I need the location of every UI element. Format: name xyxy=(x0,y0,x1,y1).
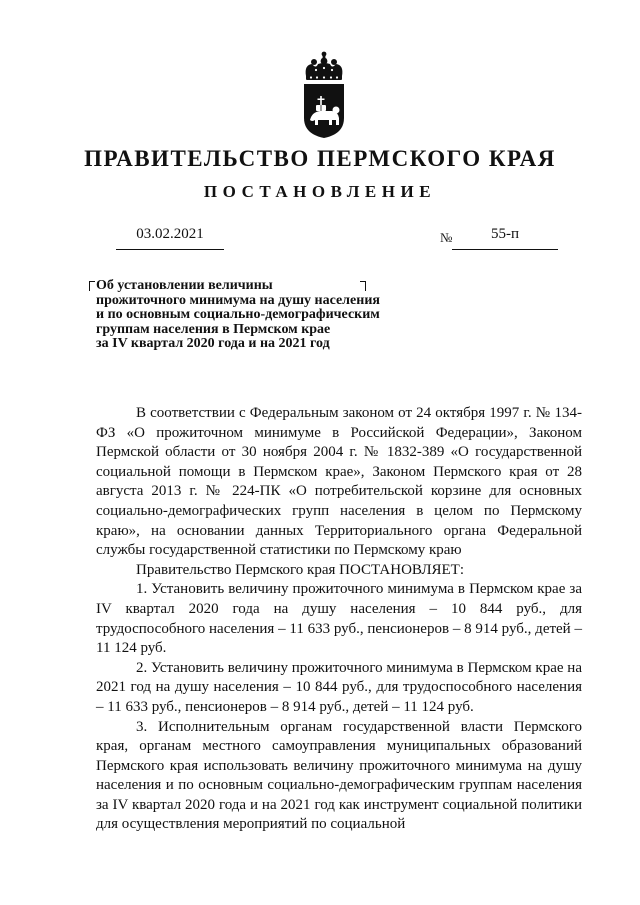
coat-of-arms-icon xyxy=(296,50,352,140)
number-label: № xyxy=(440,230,453,245)
date-underline xyxy=(116,249,224,250)
document-subject xyxy=(96,279,416,352)
document-number xyxy=(452,226,558,250)
subject-line: группам населения в Пермском крае xyxy=(96,321,331,337)
subject-line: за IV квартал 2020 года и на 2021 год xyxy=(96,336,330,351)
resolution-statement: Правительство Пермского края ПОСТАНОВЛЯЕТ: xyxy=(136,561,465,578)
clause-2: 2. Установить величину прожиточного минимума в Пермском крае на 2021 год на душу населения – 10 844 руб., для трудоспособного населения – 11 633 руб., пенсионеров – 8 914 руб., детей – 11 124 руб. xyxy=(96,659,582,715)
clause-1: 1. Установить величину прожиточного минимума в Пермском крае за IV квартал 2020 года на душу населения – 10 844 руб., для трудоспособного населения – 11 633 руб., пенсионеров – 8 914 руб., детей – 11 124 руб. xyxy=(96,581,582,657)
government-title: ПРАВИТЕЛЬСТВО ПЕРМСКОГО КРАЯ xyxy=(84,146,556,171)
number-underline xyxy=(452,249,558,250)
clause-3: 3. Исполнительным органам государственной власти Пермского края, органам местного самоуправления муниципальных образований Пермского края использовать величину прожиточного минимума на душу населения и по основным социально-демографическим группам населения за IV квартал 2020 года и на 2021 год как инструмент социальной политики для осуществления мероприятий по социальной xyxy=(96,718,582,833)
subject-line: Об установлении величины xyxy=(96,278,273,293)
date-value: 03.02.2021 xyxy=(136,226,204,242)
subject-line: и по основным социально-демографическим xyxy=(96,307,380,322)
document-type: ПОСТАНОВЛЕНИЕ xyxy=(203,182,437,201)
number-value: 55-п xyxy=(490,226,520,242)
document-body xyxy=(96,404,582,835)
subject-bracket-left xyxy=(89,281,95,291)
document-date xyxy=(116,226,224,250)
subject-line: прожиточного минимума на душу населения xyxy=(96,292,380,308)
preamble-paragraph: В соответствии с Федеральным законом от 24 октября 1997 г. № 134-ФЗ «О прожиточном минимуме в Российской Федерации», Законом Пермской области от 30 ноября 2004 г. № 1832-389 «О государственной социальной помощи в Пермском крае», Законом Пермского края от 28 августа 2013 г. № 224-ПК «О потребительской корзине для основных социально-демографических групп населения в целом по Пермскому краю», на основании данных Территориального органа Федеральной службы государственной статистики по Пермскому краю xyxy=(96,405,582,559)
